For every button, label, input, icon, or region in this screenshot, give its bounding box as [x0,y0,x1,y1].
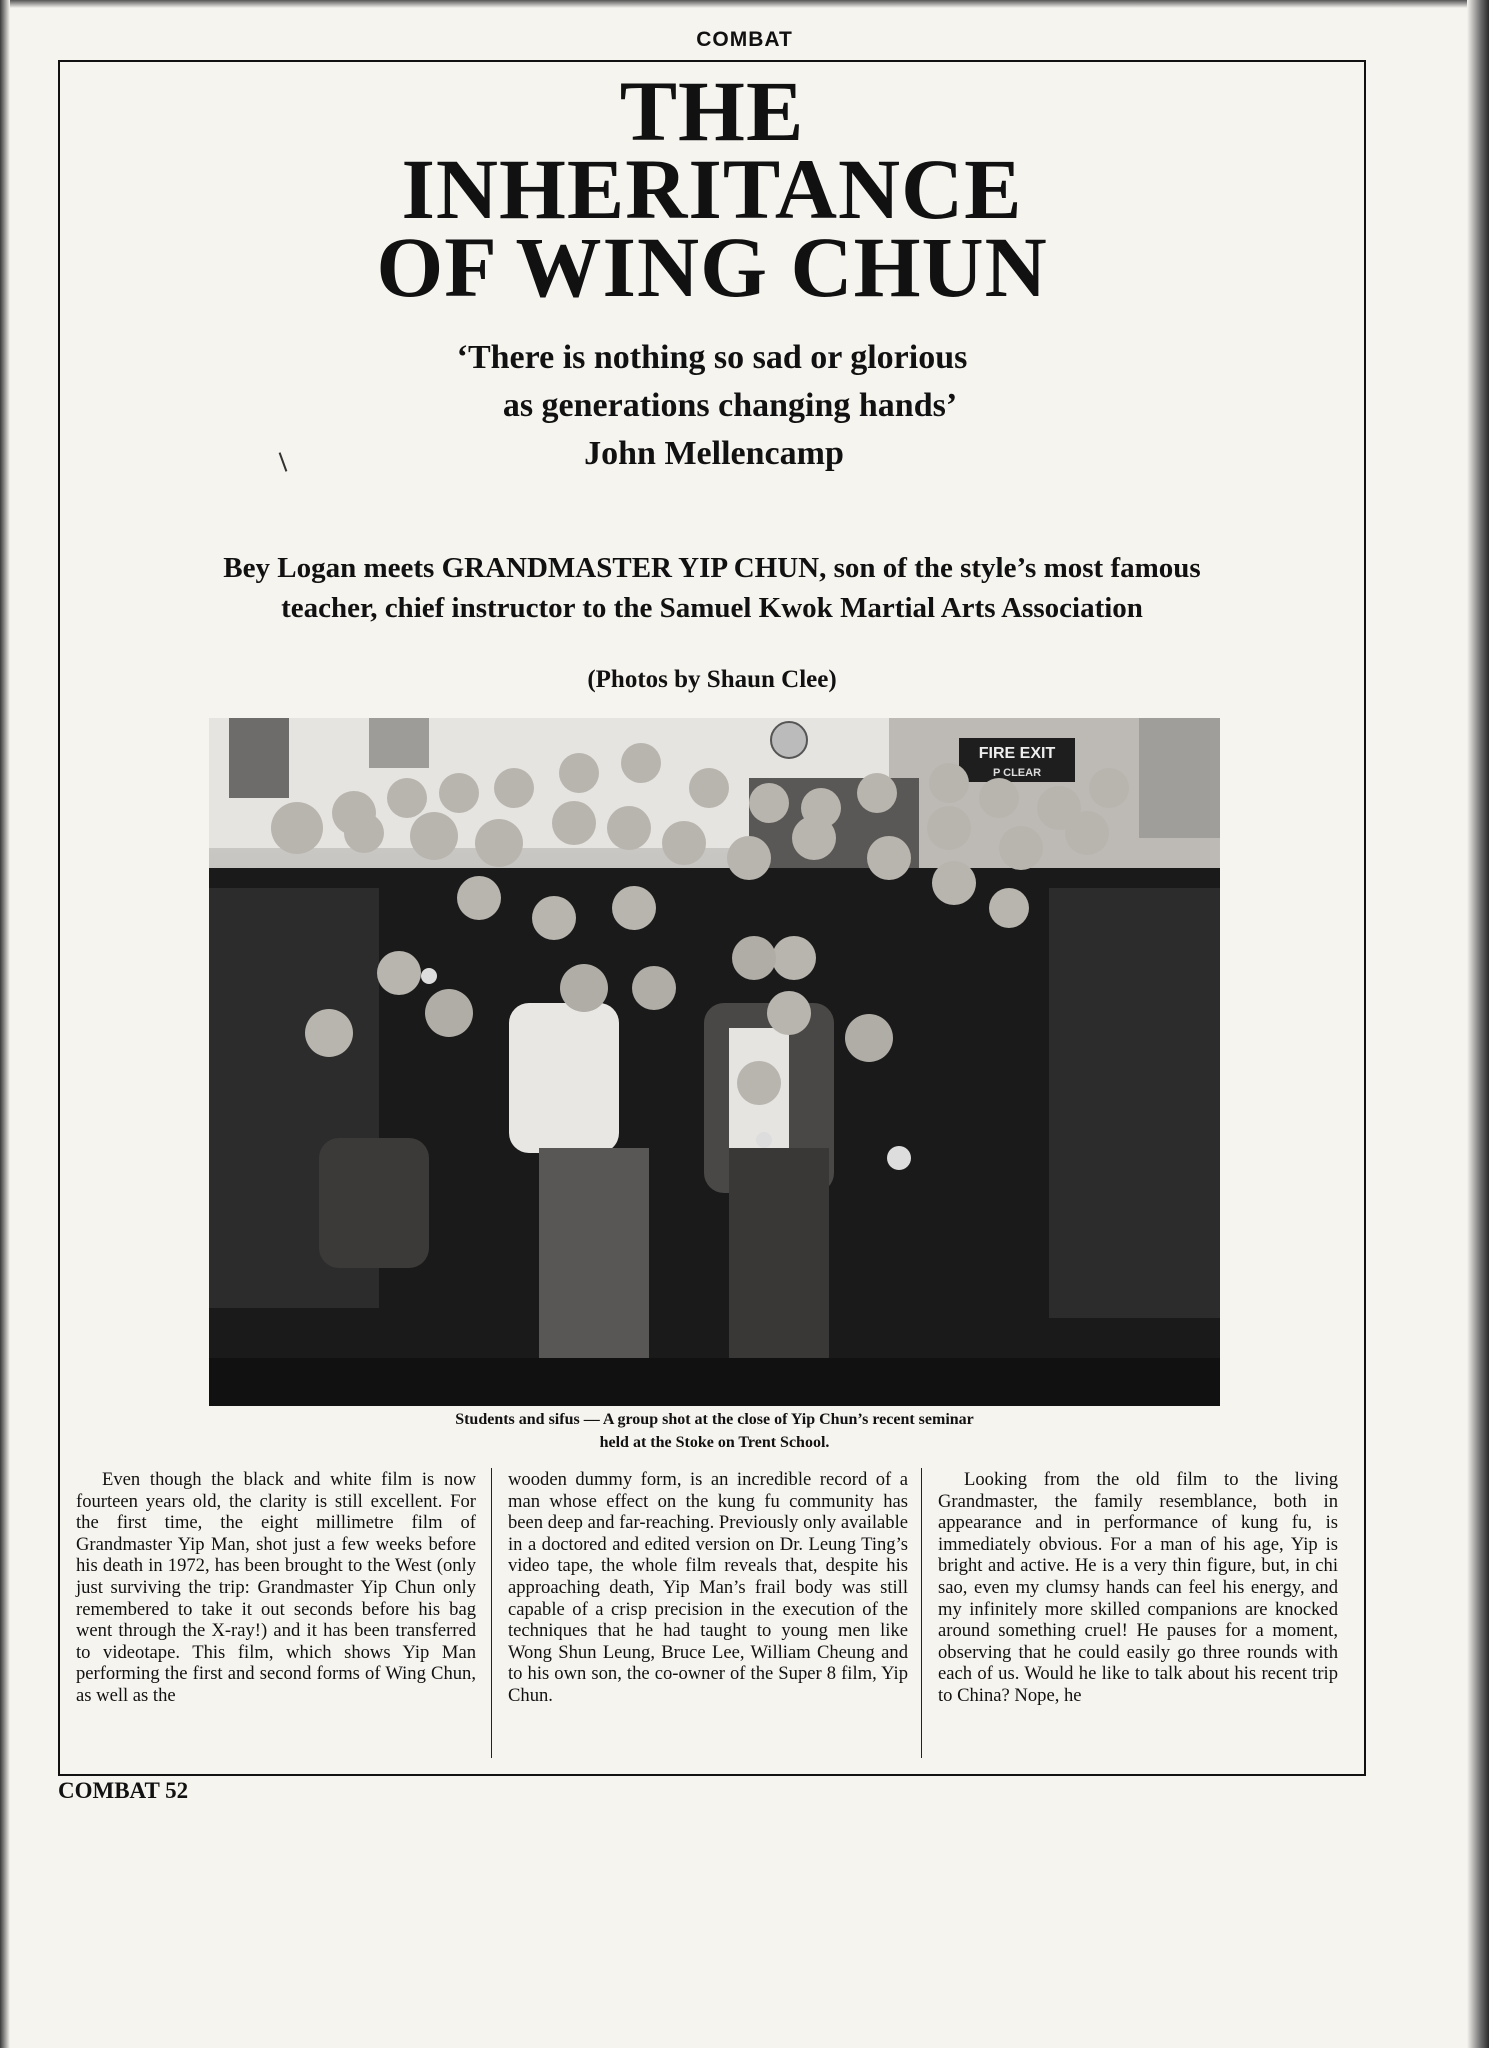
body-column-3 [938,1469,1338,1707]
page-edge-right [1467,0,1489,2048]
page-edge-left [0,0,10,2048]
standfirst [80,548,1344,628]
photo-caption-line-1: Students and sifus — A group shot at the close of Yip Chun’s recent seminar [455,1411,974,1428]
fire-exit-sign-subtext: P CLEAR [992,767,1042,779]
group-photo [209,718,1220,1406]
epigraph-attribution: John Mellencamp [584,435,844,472]
column-divider-2 [921,1468,922,1758]
epigraph-line-1: ‘There is nothing so sad or glorious [456,339,968,376]
running-head: COMBAT [696,28,793,51]
page-folio: COMBAT 52 [58,1778,189,1803]
standfirst-line-1: Bey Logan meets GRANDMASTER YIP CHUN, son of the style’s most famous [223,552,1201,584]
headline [58,63,1366,315]
column-divider-1 [491,1468,492,1758]
photo-caption [209,1408,1220,1454]
photo-caption-line-2: held at the Stoke on Trent School. [599,1434,830,1451]
body-paragraph: Looking from the old film to the living Grandmaster, the family resemblance, both in appearance and in performance of kung fu, is immediately obvious. For a man of his age, Yip is bright and active. He is a very thin figure, but, in chi sao, even my clumsy hands can feel his energy, and my infinitely more skilled companions are knocked around something cruel! He pauses for a moment, observing that he could easily go three rounds with each of us. Would he like to talk about his recent trip to China? Nope, he [938,1469,1338,1706]
body-column-2 [508,1469,908,1707]
epigraph-line-2: as generations changing hands’ [502,387,958,424]
group-photo-illustration [209,718,1220,1406]
standfirst-line-2: teacher, chief instructor to the Samuel Kwok Martial Arts Association [281,592,1143,624]
fire-exit-sign-text: FIRE EXIT [978,745,1056,762]
photo-credit: (Photos by Shaun Clee) [587,666,837,693]
epigraph [58,334,1366,478]
page-edge-top [0,0,1489,8]
headline-line-1: THE [619,63,805,159]
body-column-1 [76,1469,476,1707]
headline-line-3: OF WING CHUN [376,219,1048,315]
body-paragraph: Even though the black and white film is now fourteen years old, the clarity is still excellent. For the first time, the eight millimetre film of Grandmaster Yip Man, shot just a few weeks before his death in 1972, has been brought to the West (only just surviving the trip: Grandmaster Yip Chun only remembered to take it out seconds before his bag went through the X-ray!) and it has been transferred to videotape. This film, which shows Yip Man performing the first and second forms of Wing Chun, as well as the [76,1469,476,1706]
headline-line-2: INHERITANCE [401,141,1023,237]
body-paragraph: wooden dummy form, is an incredible record of a man whose effect on the kung fu community has been deep and far-reaching. Previously only available in a doctored and edited version on Dr. Leung Ting’s video tape, the whole film reveals that, despite his approaching death, Yip Man’s frail body was still capable of a crisp precision in the execution of the techniques that he had taught to young men like Wong Shun Leung, Bruce Lee, William Cheung and to his own son, the co-owner of the Super 8 film, Yip Chun. [508,1469,908,1706]
